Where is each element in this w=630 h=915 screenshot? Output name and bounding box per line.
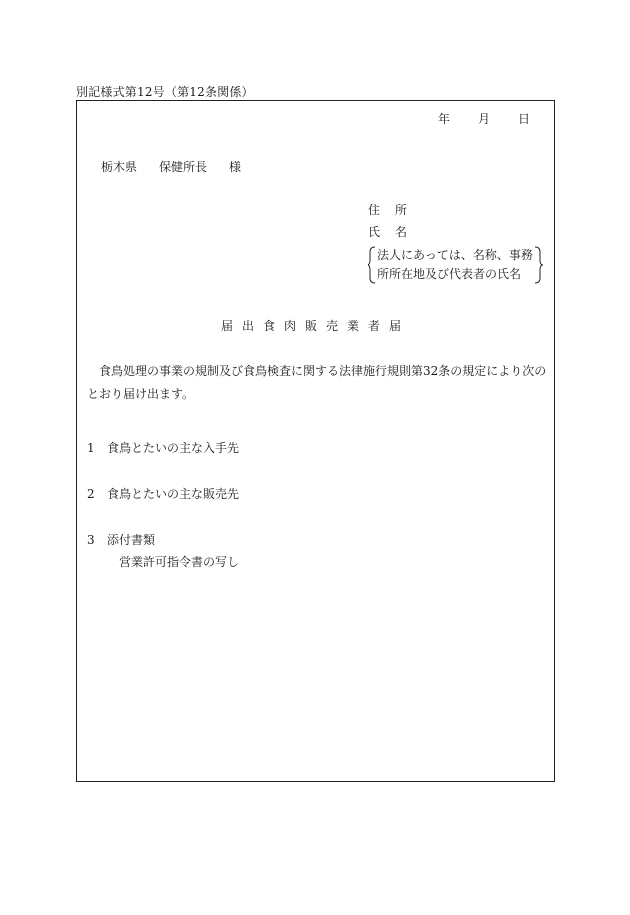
form-number: 別記様式第12号（第12条関係） (76, 85, 254, 99)
item-number: 3 (87, 533, 95, 547)
address-label-1: 住 (368, 203, 381, 217)
body-line-2: とおり届け出ます。 (87, 387, 195, 401)
address-row (368, 202, 541, 224)
body-line-1: 食鳥処理の事業の規制及び食鳥検査に関する法律施行規則第32条の規定により次の (99, 364, 547, 378)
addressee-office: 保健所長 (159, 160, 208, 174)
form-frame (76, 100, 555, 782)
address-label-2: 所 (395, 203, 408, 217)
bracket-lines (368, 246, 544, 284)
item-label: 食鳥とたいの主な販売先 (107, 487, 240, 501)
item-label: 添付書類 (107, 533, 156, 547)
date-day: 日 (517, 112, 530, 126)
addressee-honorific: 様 (229, 160, 242, 174)
addressee (101, 158, 241, 175)
name-row (368, 224, 541, 246)
item-2 (87, 485, 239, 502)
addressee-prefecture: 栃木県 (101, 160, 138, 174)
date-line (438, 110, 530, 127)
item-3 (87, 531, 155, 548)
corporate-note-line2: 所所在地及び代表者の氏名 (377, 267, 522, 281)
item-1 (87, 439, 239, 456)
corporate-note-line1: 法人にあっては、名称、事務 (377, 248, 533, 262)
corporate-note (368, 246, 541, 284)
item-label: 食鳥とたいの主な入手先 (107, 441, 240, 455)
date-year: 年 (437, 112, 450, 126)
applicant-block (368, 202, 541, 284)
name-label-2: 名 (395, 225, 408, 239)
item-number: 1 (87, 441, 95, 455)
item-number: 2 (87, 487, 95, 501)
attachment-item: 営業許可指令書の写し (119, 555, 240, 569)
date-month: 月 (477, 112, 490, 126)
name-label-1: 氏 (368, 225, 381, 239)
body-text (87, 360, 547, 406)
document-title: 届出食肉販売業者届 (220, 319, 410, 333)
